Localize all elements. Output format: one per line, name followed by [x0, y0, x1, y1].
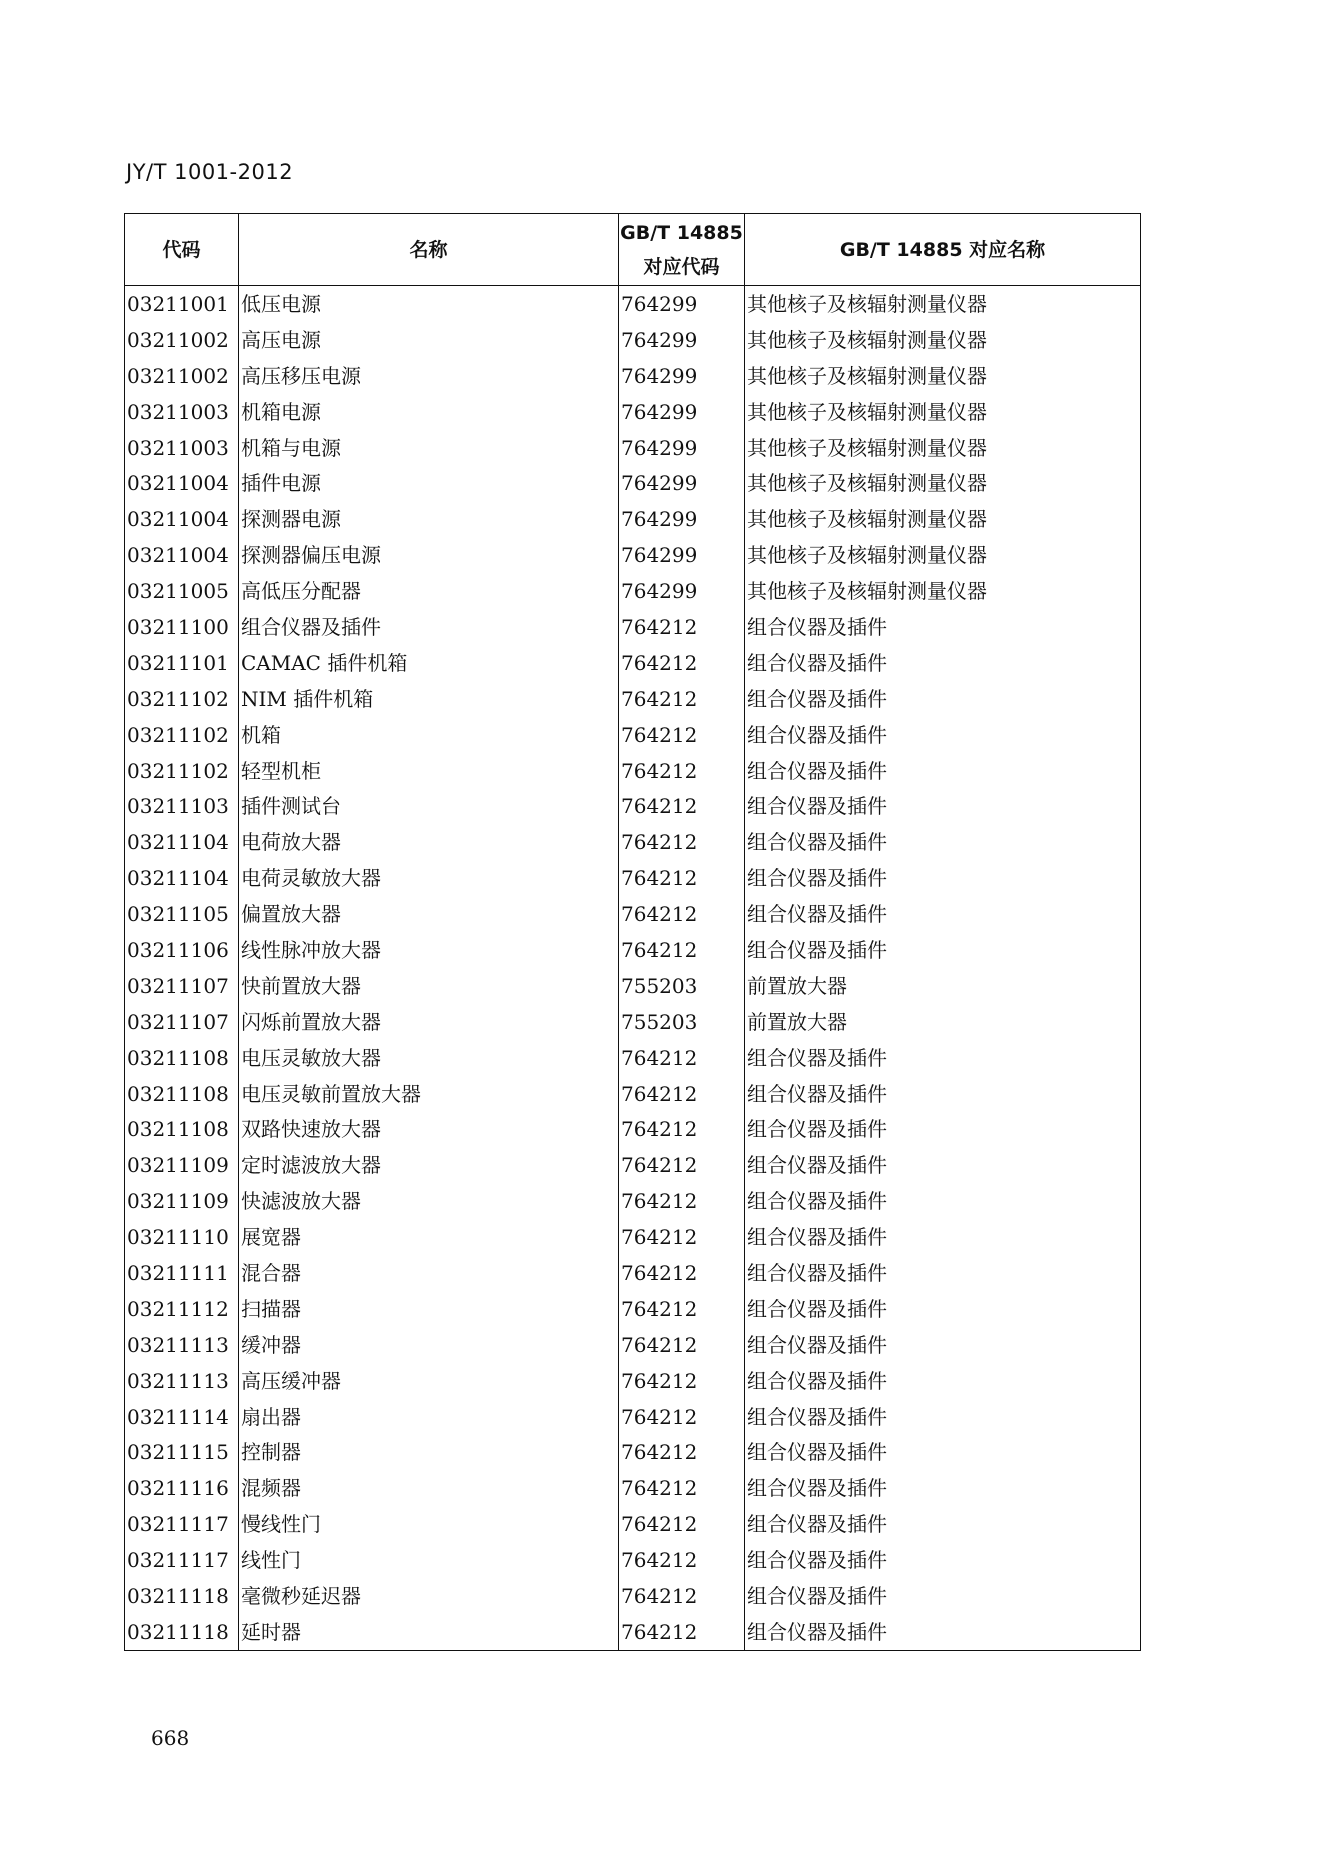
cell-code: 03211005 [125, 573, 239, 609]
cell-gb-code: 764212 [619, 1291, 745, 1327]
cell-code: 03211111 [125, 1255, 239, 1291]
cell-gb-name: 组合仪器及插件 [745, 1291, 1141, 1327]
cell-name: 组合仪器及插件 [239, 609, 619, 645]
cell-name: 线性脉冲放大器 [239, 932, 619, 968]
table-row [125, 645, 1141, 681]
cell-code: 03211117 [125, 1506, 239, 1542]
table-body [125, 286, 1141, 1651]
cell-code: 03211113 [125, 1327, 239, 1363]
cell-gb-code: 764212 [619, 1470, 745, 1506]
cell-code: 03211109 [125, 1147, 239, 1183]
cell-name: 探测器偏压电源 [239, 537, 619, 573]
cell-code: 03211105 [125, 896, 239, 932]
table-row [125, 681, 1141, 717]
cell-gb-code: 764212 [619, 1040, 745, 1076]
table-row [125, 1435, 1141, 1471]
cell-gb-name: 其他核子及核辐射测量仪器 [745, 358, 1141, 394]
cell-gb-name: 其他核子及核辐射测量仪器 [745, 573, 1141, 609]
cell-code: 03211102 [125, 753, 239, 789]
cell-gb-code: 764212 [619, 717, 745, 753]
cell-name: NIM 插件机箱 [239, 681, 619, 717]
cell-code: 03211118 [125, 1578, 239, 1614]
cell-gb-code: 764212 [619, 1255, 745, 1291]
table-header-row [125, 214, 1141, 286]
cell-name: 混频器 [239, 1470, 619, 1506]
cell-name: 慢线性门 [239, 1506, 619, 1542]
table-row [125, 1183, 1141, 1219]
cell-name: 插件测试台 [239, 788, 619, 824]
cell-gb-code: 764212 [619, 1076, 745, 1112]
cell-code: 03211118 [125, 1614, 239, 1650]
cell-gb-name: 其他核子及核辐射测量仪器 [745, 537, 1141, 573]
cell-gb-name: 组合仪器及插件 [745, 1111, 1141, 1147]
cell-gb-code: 764212 [619, 1578, 745, 1614]
cell-gb-name: 组合仪器及插件 [745, 1578, 1141, 1614]
cell-name: 展宽器 [239, 1219, 619, 1255]
cell-gb-code: 764212 [619, 1183, 745, 1219]
cell-code: 03211114 [125, 1399, 239, 1435]
cell-name: 线性门 [239, 1542, 619, 1578]
cell-gb-code: 764299 [619, 573, 745, 609]
cell-gb-code: 764212 [619, 860, 745, 896]
cell-code: 03211003 [125, 394, 239, 430]
cell-name: 电压灵敏放大器 [239, 1040, 619, 1076]
cell-code: 03211004 [125, 501, 239, 537]
cell-gb-code: 764212 [619, 681, 745, 717]
cell-gb-name: 组合仪器及插件 [745, 1506, 1141, 1542]
cell-code: 03211115 [125, 1435, 239, 1471]
cell-name: 轻型机柜 [239, 753, 619, 789]
cell-code: 03211108 [125, 1111, 239, 1147]
cell-gb-code: 764299 [619, 501, 745, 537]
cell-gb-code: 764299 [619, 430, 745, 466]
cell-gb-code: 764212 [619, 896, 745, 932]
cell-gb-code: 764299 [619, 286, 745, 322]
cell-gb-code: 764212 [619, 1399, 745, 1435]
cell-gb-code: 764212 [619, 1435, 745, 1471]
cell-gb-name: 组合仪器及插件 [745, 1542, 1141, 1578]
cell-name: 控制器 [239, 1435, 619, 1471]
cell-gb-name: 组合仪器及插件 [745, 1327, 1141, 1363]
cell-gb-name: 组合仪器及插件 [745, 1076, 1141, 1112]
col-header-gb-name: GB/T 14885 对应名称 [745, 214, 1141, 286]
table-row [125, 1147, 1141, 1183]
table-row [125, 430, 1141, 466]
standard-id: JY/T 1001-2012 [126, 160, 294, 184]
table-row [125, 860, 1141, 896]
cell-code: 03211004 [125, 465, 239, 501]
cell-name: 电荷放大器 [239, 824, 619, 860]
cell-gb-name: 组合仪器及插件 [745, 753, 1141, 789]
table-row [125, 1111, 1141, 1147]
cell-name: 偏置放大器 [239, 896, 619, 932]
table-row [125, 968, 1141, 1004]
cell-gb-code: 764212 [619, 1614, 745, 1650]
table-row [125, 1219, 1141, 1255]
cell-name: 高低压分配器 [239, 573, 619, 609]
cell-code: 03211109 [125, 1183, 239, 1219]
cell-code: 03211001 [125, 286, 239, 322]
cell-gb-code: 764212 [619, 788, 745, 824]
cell-gb-code: 764212 [619, 753, 745, 789]
table-row [125, 609, 1141, 645]
cell-name: 闪烁前置放大器 [239, 1004, 619, 1040]
cell-code: 03211113 [125, 1363, 239, 1399]
table-row [125, 537, 1141, 573]
cell-gb-code: 755203 [619, 1004, 745, 1040]
table-row [125, 717, 1141, 753]
cell-name: 机箱与电源 [239, 430, 619, 466]
cell-gb-name: 组合仪器及插件 [745, 860, 1141, 896]
table-row [125, 753, 1141, 789]
table-row [125, 1506, 1141, 1542]
table-row [125, 358, 1141, 394]
cell-name: 高压缓冲器 [239, 1363, 619, 1399]
table-row [125, 932, 1141, 968]
cell-gb-code: 764212 [619, 1219, 745, 1255]
cell-name: 双路快速放大器 [239, 1111, 619, 1147]
cell-gb-name: 组合仪器及插件 [745, 1040, 1141, 1076]
table-row [125, 1004, 1141, 1040]
cell-name: 电压灵敏前置放大器 [239, 1076, 619, 1112]
table-row [125, 465, 1141, 501]
code-table [124, 213, 1141, 1651]
cell-gb-name: 前置放大器 [745, 1004, 1141, 1040]
cell-code: 03211112 [125, 1291, 239, 1327]
cell-gb-code: 764212 [619, 609, 745, 645]
cell-code: 03211003 [125, 430, 239, 466]
table-row [125, 1327, 1141, 1363]
table-row [125, 1291, 1141, 1327]
cell-code: 03211002 [125, 358, 239, 394]
table-row [125, 1399, 1141, 1435]
cell-gb-code: 764212 [619, 932, 745, 968]
cell-gb-name: 其他核子及核辐射测量仪器 [745, 286, 1141, 322]
cell-code: 03211101 [125, 645, 239, 681]
cell-code: 03211110 [125, 1219, 239, 1255]
cell-name: 快前置放大器 [239, 968, 619, 1004]
table-row [125, 1363, 1141, 1399]
cell-gb-name: 组合仪器及插件 [745, 645, 1141, 681]
cell-gb-name: 组合仪器及插件 [745, 1470, 1141, 1506]
cell-gb-name: 组合仪器及插件 [745, 896, 1141, 932]
cell-code: 03211104 [125, 824, 239, 860]
cell-code: 03211106 [125, 932, 239, 968]
cell-name: 快滤波放大器 [239, 1183, 619, 1219]
cell-gb-name: 其他核子及核辐射测量仪器 [745, 430, 1141, 466]
cell-code: 03211002 [125, 322, 239, 358]
cell-name: 机箱 [239, 717, 619, 753]
cell-code: 03211107 [125, 968, 239, 1004]
table-row [125, 896, 1141, 932]
cell-gb-code: 764299 [619, 322, 745, 358]
cell-gb-name: 组合仪器及插件 [745, 1255, 1141, 1291]
cell-name: 低压电源 [239, 286, 619, 322]
col-header-gb-code [619, 214, 745, 286]
table-row [125, 824, 1141, 860]
cell-name: CAMAC 插件机箱 [239, 645, 619, 681]
cell-code: 03211117 [125, 1542, 239, 1578]
cell-name: 探测器电源 [239, 501, 619, 537]
cell-gb-code: 764299 [619, 537, 745, 573]
cell-gb-name: 其他核子及核辐射测量仪器 [745, 394, 1141, 430]
page-number: 668 [151, 1726, 190, 1750]
col-header-gb-code-line2: 对应代码 [643, 255, 720, 278]
cell-gb-name: 其他核子及核辐射测量仪器 [745, 501, 1141, 537]
cell-gb-code: 755203 [619, 968, 745, 1004]
cell-gb-name: 组合仪器及插件 [745, 1183, 1141, 1219]
cell-name: 定时滤波放大器 [239, 1147, 619, 1183]
cell-code: 03211108 [125, 1076, 239, 1112]
table-row [125, 394, 1141, 430]
cell-gb-code: 764212 [619, 1506, 745, 1542]
table-row [125, 322, 1141, 358]
cell-gb-name: 其他核子及核辐射测量仪器 [745, 465, 1141, 501]
cell-code: 03211108 [125, 1040, 239, 1076]
cell-gb-name: 组合仪器及插件 [745, 1147, 1141, 1183]
cell-code: 03211116 [125, 1470, 239, 1506]
cell-name: 高压移压电源 [239, 358, 619, 394]
cell-gb-name: 组合仪器及插件 [745, 1614, 1141, 1650]
cell-gb-name: 组合仪器及插件 [745, 1363, 1141, 1399]
cell-gb-code: 764212 [619, 1363, 745, 1399]
cell-gb-code: 764212 [619, 645, 745, 681]
cell-name: 扫描器 [239, 1291, 619, 1327]
col-header-code: 代码 [125, 214, 239, 286]
cell-gb-name: 前置放大器 [745, 968, 1141, 1004]
cell-code: 03211103 [125, 788, 239, 824]
cell-name: 缓冲器 [239, 1327, 619, 1363]
cell-name: 毫微秒延迟器 [239, 1578, 619, 1614]
cell-gb-code: 764212 [619, 1327, 745, 1363]
cell-gb-name: 组合仪器及插件 [745, 1219, 1141, 1255]
cell-gb-name: 组合仪器及插件 [745, 681, 1141, 717]
cell-gb-name: 组合仪器及插件 [745, 788, 1141, 824]
col-header-gb-code-line1: GB/T 14885 [620, 221, 743, 244]
cell-name: 插件电源 [239, 465, 619, 501]
cell-name: 机箱电源 [239, 394, 619, 430]
cell-gb-code: 764212 [619, 824, 745, 860]
cell-code: 03211102 [125, 717, 239, 753]
cell-name: 混合器 [239, 1255, 619, 1291]
table-row [125, 286, 1141, 322]
table-row [125, 573, 1141, 609]
cell-gb-code: 764299 [619, 358, 745, 394]
cell-code: 03211100 [125, 609, 239, 645]
cell-gb-code: 764299 [619, 465, 745, 501]
table-row [125, 1255, 1141, 1291]
cell-gb-name: 其他核子及核辐射测量仪器 [745, 322, 1141, 358]
cell-gb-name: 组合仪器及插件 [745, 609, 1141, 645]
cell-code: 03211004 [125, 537, 239, 573]
cell-name: 电荷灵敏放大器 [239, 860, 619, 896]
cell-gb-name: 组合仪器及插件 [745, 932, 1141, 968]
table-row [125, 501, 1141, 537]
table-row [125, 1040, 1141, 1076]
cell-gb-name: 组合仪器及插件 [745, 1435, 1141, 1471]
cell-gb-code: 764212 [619, 1147, 745, 1183]
cell-name: 延时器 [239, 1614, 619, 1650]
cell-gb-name: 组合仪器及插件 [745, 824, 1141, 860]
table-row [125, 1578, 1141, 1614]
cell-code: 03211104 [125, 860, 239, 896]
table-row [125, 788, 1141, 824]
cell-name: 扇出器 [239, 1399, 619, 1435]
col-header-name: 名称 [239, 214, 619, 286]
cell-gb-name: 组合仪器及插件 [745, 717, 1141, 753]
cell-name: 高压电源 [239, 322, 619, 358]
cell-gb-code: 764212 [619, 1542, 745, 1578]
cell-gb-name: 组合仪器及插件 [745, 1399, 1141, 1435]
cell-gb-code: 764299 [619, 394, 745, 430]
cell-code: 03211107 [125, 1004, 239, 1040]
cell-gb-code: 764212 [619, 1111, 745, 1147]
table-row [125, 1470, 1141, 1506]
table-row [125, 1542, 1141, 1578]
cell-code: 03211102 [125, 681, 239, 717]
table-row [125, 1076, 1141, 1112]
table-row [125, 1614, 1141, 1650]
